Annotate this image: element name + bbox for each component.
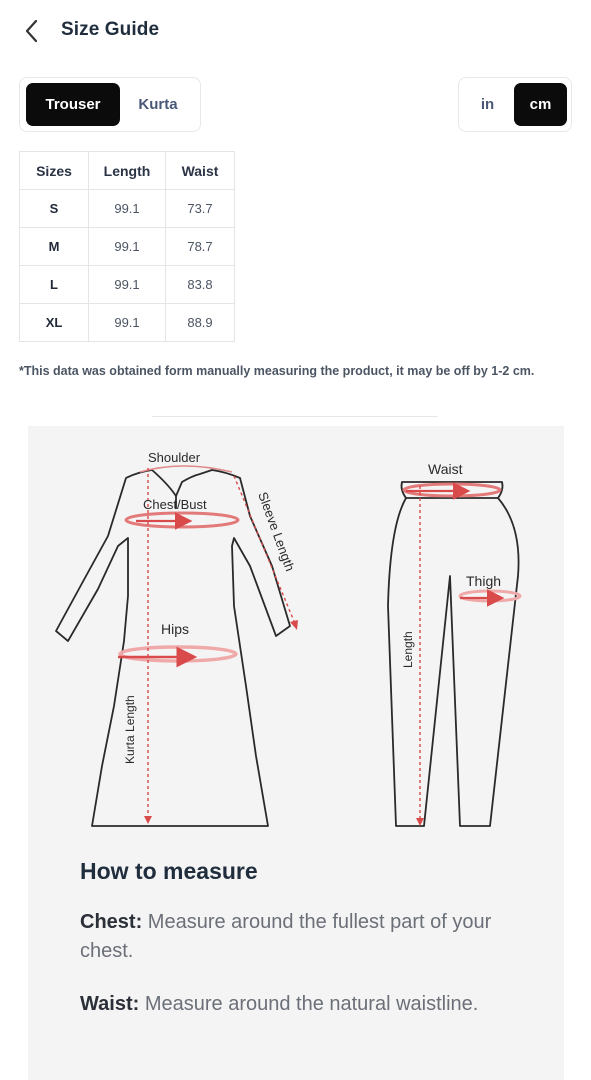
label-hips: Hips [161,621,190,637]
waist-cell: 73.7 [166,190,235,228]
measure-guide [28,426,564,1080]
divider [152,416,438,417]
label-chest: Chest/Bust [143,497,207,512]
table-row [20,304,235,342]
size-cell: M [20,228,89,266]
table-row [20,228,235,266]
trouser-measures [404,484,520,826]
header-sizes: Sizes [20,152,89,190]
table-header-row [20,152,235,190]
tab-kurta[interactable]: Kurta [138,96,178,113]
length-cell: 99.1 [89,228,166,266]
instruction-desc: Measure around the fullest part of your chest. [80,911,492,962]
header-waist: Waist [166,152,235,190]
tab-trouser[interactable]: Trouser [26,83,120,126]
category-toggle [19,77,201,132]
table-row [20,266,235,304]
label-waist: Waist [428,461,463,477]
label-trouser-length: Length [401,631,415,668]
how-to-measure-title: How to measure [80,858,258,884]
instruction-term: Chest: [80,911,143,933]
length-cell: 99.1 [89,190,166,228]
label-thigh: Thigh [466,573,502,589]
label-sleeve-length: Sleeve Length [255,489,298,574]
unit-in-button[interactable]: in [480,96,495,113]
waist-cell: 83.8 [166,266,235,304]
label-kurta-length: Kurta Length [123,695,137,764]
unit-toggle [458,77,572,132]
length-cell: 99.1 [89,266,166,304]
instruction-term: Waist: [80,993,140,1015]
table-row [20,190,235,228]
measurement-note: *This data was obtained form manually measuring the product, it may be off by 1-2 cm. [19,364,535,378]
header [0,0,591,62]
unit-cm-button[interactable]: cm [514,83,567,126]
measure-instruction-chest [80,908,520,966]
size-table [19,151,235,342]
measurement-illustration [28,426,564,846]
chevron-left-icon [24,19,40,43]
page-title: Size Guide [61,19,160,40]
header-length: Length [89,152,166,190]
instruction-desc: Measure around the natural waistline. [139,993,479,1015]
size-cell: XL [20,304,89,342]
length-cell: 99.1 [89,304,166,342]
label-shoulder: Shoulder [148,450,201,465]
waist-cell: 78.7 [166,228,235,266]
size-cell: L [20,266,89,304]
waist-cell: 88.9 [166,304,235,342]
back-button[interactable] [18,16,46,46]
size-cell: S [20,190,89,228]
measure-instruction-waist [80,990,520,1019]
